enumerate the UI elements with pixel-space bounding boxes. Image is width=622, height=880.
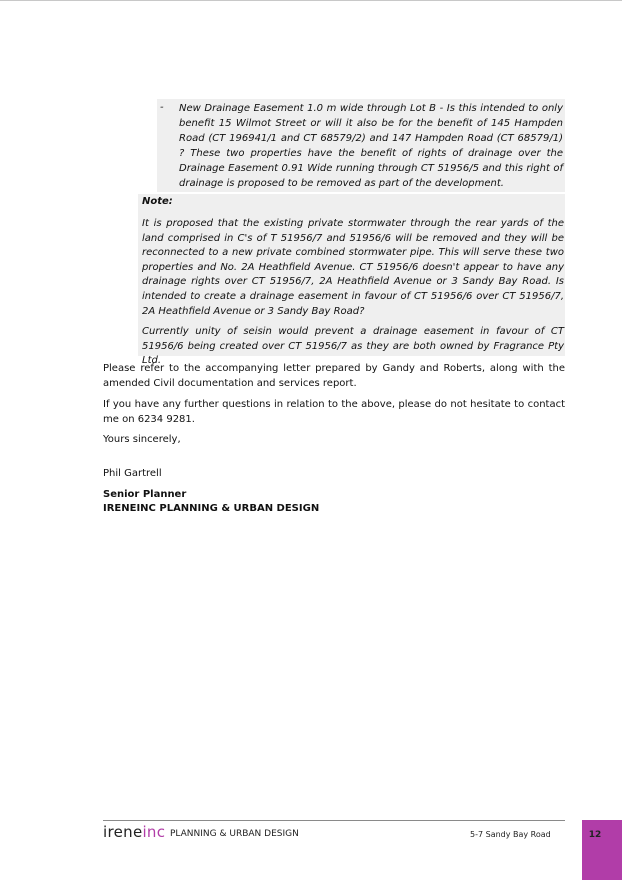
note-label: Note: <box>142 196 173 207</box>
page-number-tab <box>582 820 622 880</box>
logo-inc: inc <box>142 823 166 841</box>
logo-irene: irene <box>103 823 143 841</box>
bullet-dash: - <box>160 102 164 113</box>
bullet-text: New Drainage Easement 1.0 m wide through Lot B - Is this intended to only benefit 15 Wilmot Street or will it also be for the benefit of 145 Hampden Road (CT 196941/1 and CT 68579/2) and 147 Hampden Road (CT 68579/1) ? These two properties have the benefit of rights of drainage over the Drainage Easement 0.91 Wide running through CT 51956/5 and this right of drainage is proposed to be removed as part of the development. <box>179 103 563 189</box>
footer-divider <box>103 820 565 821</box>
questions-paragraph: If you have any further questions in relation to the above, please do not hesitate to contact me on 6234 9281. <box>103 399 565 425</box>
page-number: 12 <box>588 830 602 840</box>
refer-paragraph: Please refer to the accompanying letter prepared by Gandy and Roberts, along with the amended Civil documentation and services report. <box>103 363 565 389</box>
brand-logo <box>103 823 165 841</box>
bullet-block <box>157 99 565 192</box>
closing-line: Yours sincerely, <box>103 434 181 445</box>
top-divider <box>0 0 622 1</box>
note-block <box>138 194 565 367</box>
footer-firm-name: PLANNING & URBAN DESIGN <box>170 829 299 839</box>
note-paragraph-1: It is proposed that the existing private stormwater through the rear yards of the land comprised in C's of T 51956/7 and 51956/6 will be removed and they will be reconnected to a new private combined stormwater pipe. This will serve these two properties and No. 2A Heathfield Avenue. CT 51956/6 doesn't appear to have any drainage rights over CT 51956/7, 2A Heathfield Avenue or 3 Sandy Bay Road. Is intended to create a drainage easement in favour of CT 51956/6 over CT 51956/7, 2A Heathfield Avenue or 3 Sandy Bay Road? <box>142 218 564 317</box>
note-paragraph-2: Currently unity of seisin would prevent a drainage easement in favour of CT 51956/6 being created over CT 51956/7 as they are both owned by Fragrance Pty Ltd. <box>142 326 564 367</box>
footer-address: 5-7 Sandy Bay Road <box>470 830 551 839</box>
signatory-title: Senior Planner <box>103 489 187 500</box>
signatory-name: Phil Gartrell <box>103 468 162 479</box>
signatory-company: IRENEINC PLANNING & URBAN DESIGN <box>103 503 320 514</box>
